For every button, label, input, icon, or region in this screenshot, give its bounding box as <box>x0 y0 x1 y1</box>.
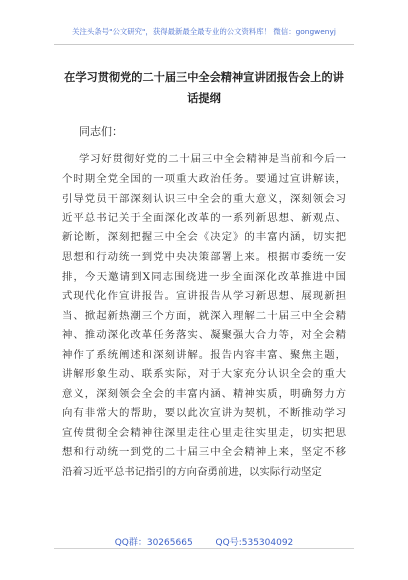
body-line: 式现代化作宣讲报告。宣讲报告从学习新思想、展现新担 <box>62 290 346 302</box>
body-line: 向有非常大的帮助，要以此次宣讲为契机，不断推动学习 <box>62 407 346 419</box>
header-banner: 关注头条号"公文研究"，获得最新最全最专业的公文资料库！ 微信：gongwenyj <box>72 27 336 36</box>
header-divider <box>54 44 354 45</box>
body-line: 讲解形象生动、联系实际，对于大家充分认识全会的重大 <box>62 368 346 380</box>
body-line: 宣传贯彻全会精神往深里走往心里走往实里走，切实把思 <box>62 427 346 439</box>
body-line: 神、推动深化改革任务落实、凝聚强大合力等，对全会精 <box>62 329 346 341</box>
body-line: 思想和行动统一到党中央决策部署上来。根据市委统一安 <box>62 251 346 263</box>
document-title-line-1: 在学习贯彻党的二十届三中全会精神宣讲团报告会上的讲 <box>64 71 344 84</box>
body-line: 引导党员干部深刻认识三中全会的重大意义，深刻领会习 <box>62 193 346 205</box>
body-line: 近平总书记关于全面深化改革的一系列新思想、新观点、 <box>62 212 346 224</box>
footer-divider <box>54 548 354 549</box>
body-line: 个时期全党全国的一项重大政治任务。要通过宣讲解读， <box>62 173 346 185</box>
body-line: 学习好贯彻好党的二十届三中全会精神是当前和今后一 <box>79 153 346 165</box>
body-line: 想和行动统一到党的二十届三中全会精神上来，坚定不移 <box>62 446 346 458</box>
body-line: 当、掀起新热潮三个方面，就深入理解二十届三中全会精 <box>62 310 346 322</box>
body-line: 意义，深刻领会全会的丰富内涵、精神实质，明确努力方 <box>62 388 346 400</box>
document-title-line-2: 话提纲 <box>187 92 221 105</box>
salutation: 同志们： <box>79 125 123 138</box>
footer-contact: QQ群：30265665 QQ号:535304092 <box>114 538 294 548</box>
body-line: 新论断，深刻把握三中全会《决定》的丰富内涵，切实把 <box>62 231 346 243</box>
body-line: 神作了系统阐述和深刻讲解。报告内容丰富、聚焦主题， <box>62 349 346 361</box>
body-line: 沿着习近平总书记指引的方向奋勇前进，以实际行动坚定 <box>62 466 322 478</box>
body-line: 排，今天邀请到X同志围绕进一步全面深化改革推进中国 <box>62 271 346 283</box>
